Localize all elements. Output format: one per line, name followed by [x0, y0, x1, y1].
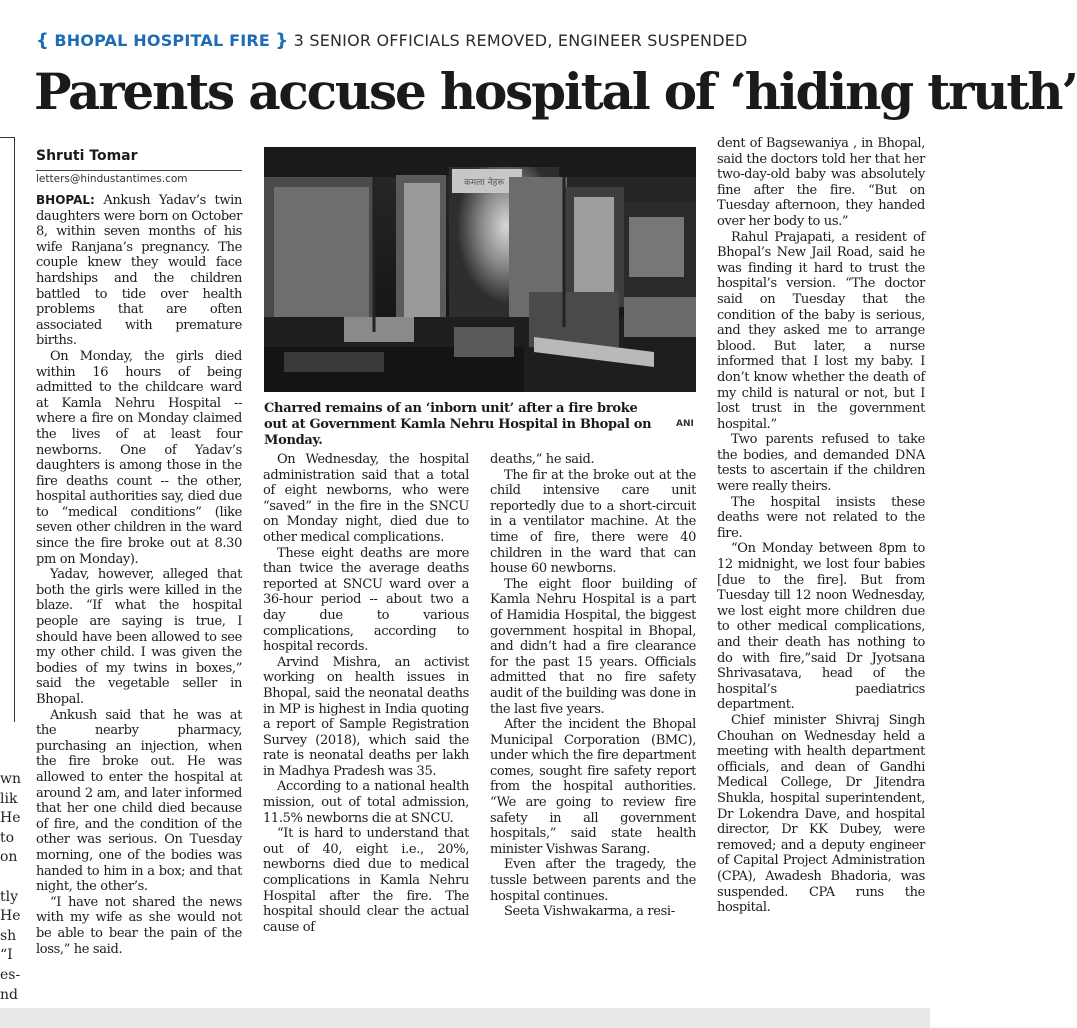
byline-email: letters@hindustantimes.com: [36, 173, 188, 185]
photo-caption: Charred remains of an ‘inborn unit’ after a fire broke out at Government Kamla Nehru Hospital in Bhopal on Monday.: [264, 401, 652, 448]
fragment-line: wn: [0, 771, 21, 787]
fragment-line: [0, 868, 18, 888]
paragraph-text: deaths,” he said.: [490, 452, 595, 467]
article-paragraph: [36, 349, 242, 567]
paragraph-text: The hospital insists these deaths were not related to the fire.: [717, 494, 925, 541]
article-paragraph: [36, 895, 242, 957]
article-paragraph: [263, 546, 469, 655]
paragraph-text: Two parents refused to take the bodies, and demanded DNA tests to ascertain if the children were really theirs.: [717, 432, 925, 495]
article-paragraph: [36, 567, 242, 707]
page-bottom-band: [0, 1008, 930, 1028]
article-paragraph: [717, 432, 925, 494]
paragraph-text: Arvind Mishra, an activist working on health issues in Bhopal, said the neonatal deaths in MP is highest in India quoting a report of Sample Registration Survey (2018), which said the rate is neonatal deaths per lakh in Madhya Pradesh was 35.: [263, 654, 469, 779]
article-paragraph: [490, 468, 696, 577]
article-paragraph: [263, 655, 469, 780]
article-paragraph: [717, 541, 925, 713]
article-paragraph: [490, 577, 696, 717]
paragraph-text: Chief minister Shivraj Singh Chouhan on Wednesday held a meeting with health department officials, and dean of Gandhi Medical College, Dr Jitendra Shukla, hospital superintendent, Dr Lokendra Dave, and hospital director, Dr KK Dubey, were removed; and a deputy engineer of Capital Project Administration (CPA), Awadesh Bhadoria, was suspended. CPA runs the hospital.: [717, 712, 925, 916]
article-paragraph: [717, 713, 925, 916]
paragraph-text: According to a national health mission, out of total admission, 11.5% newborns die at SNCU.: [263, 779, 469, 826]
paragraph-text: Seeta Vishwakarma, a resi-: [504, 904, 675, 920]
article-paragraph: [490, 452, 696, 468]
paragraph-text: dent of Bagsewaniya , in Bhopal, said the doctors told her that her two-day-old baby was absolutely fine after the fire. “But on Tuesday afternoon, they handed over her body to us.”: [717, 136, 925, 229]
article-paragraph: [36, 708, 242, 895]
paragraph-text: On Wednesday, the hospital administration said that a total of eight newborns, who were “saved” in the fire in the SNCU on Monday night, died due to other medical complications.: [263, 452, 469, 545]
kicker-topic: BHOPAL HOSPITAL FIRE: [54, 31, 271, 50]
fragment-line: He: [0, 810, 21, 827]
paragraph-text: These eight deaths are more than twice the average deaths reported at SNCU ward over a 36-hour period -- about two a day due to various complications, according to hospital records.: [263, 545, 469, 655]
fragment-line: sh: [0, 927, 17, 944]
article-paragraph: [717, 495, 925, 542]
fragment-line: nd: [0, 986, 18, 1003]
paragraph-text: The fir at the broke out at the child intensive care unit reportedly due to a short-circuit in a ventilator machine. At the time of fire, there were 40 children in the ward that can house 60 newborns.: [490, 467, 696, 577]
article-paragraph: [36, 193, 242, 349]
paragraph-text: “I have not shared the news with my wife as she would not be able to bear the pain of the loss,” he said.: [36, 894, 242, 957]
article-paragraph: [717, 136, 925, 230]
fragment-line: He: [0, 908, 21, 925]
article-paragraph: [263, 779, 469, 826]
fragment-line: tly: [0, 888, 19, 905]
adjacent-article-fragment: [0, 770, 21, 1005]
paragraph-text: “It is hard to understand that out of 40, eight i.e., 20%, newborns died due to medical complications in Kamla Nehru Hospital after the fire. The hospital should clear the actual cause of: [263, 826, 469, 935]
paragraph-text: The eight floor building of Kamla Nehru Hospital is a part of Hamidia Hospital, the biggest government hospital in Bhopal, and didn’t had a fire clearance for the past 15 years. Officials admitted that no fire safety audit of the building was done in the last five years.: [490, 576, 696, 717]
byline-author: Shruti Tomar: [36, 146, 242, 171]
fragment-line: “I: [0, 947, 13, 964]
article-paragraph: [490, 904, 696, 920]
fragment-line: lik: [0, 790, 18, 807]
article-column-1: [36, 193, 242, 973]
paragraph-text: Even after the tragedy, the tussle between parents and the hospital continues.: [490, 857, 696, 904]
article-paragraph: [717, 230, 925, 433]
article-column-4: [717, 136, 925, 976]
article-paragraph: [263, 452, 469, 546]
kicker-close-brace: }: [275, 30, 289, 51]
article-paragraph: [490, 857, 696, 904]
headline: Parents accuse hospital of ‘hiding truth’: [34, 62, 1077, 121]
paragraph-text: On Monday, the girls died within 16 hours of being admitted to the childcare ward at Kamla Nehru Hospital -- where a fire on Monday claimed the lives of at least four newborns. One of Yadav’s daughters is among those in the fire deaths count -- the other, hospital authorities say, died due to “medical conditions” (like seven other children in the ward since the fire broke out at 8.30 pm on Monday).: [36, 348, 242, 567]
fragment-line: es-: [0, 966, 21, 983]
kicker: [36, 30, 916, 51]
article-paragraph: [490, 717, 696, 857]
adjacent-article-border: [0, 137, 15, 722]
paragraph-text: After the incident the Bhopal Municipal Corporation (BMC), under which the fire department comes, sought fire safety report from the hospital authorities. “We are going to review fire safety in all government hospitals,” said state health minister Vishwas Sarang.: [490, 717, 696, 857]
photo-credit: ANI: [676, 419, 694, 429]
paragraph-text: Ankush Yadav’s twin daughters were born on October 8, within seven months of his wife Ranjana’s pregnancy. The couple knew they would face hardships and the children battled to tide over health problems that are often associated with premature births.: [36, 193, 242, 349]
article-column-2: [263, 452, 469, 972]
kicker-text: 3 SENIOR OFFICIALS REMOVED, ENGINEER SUSPENDED: [293, 31, 748, 50]
article-column-3: [490, 452, 696, 972]
paragraph-text: Ankush said that he was at the nearby pharmacy, purchasing an injection, when the fire broke out. He was allowed to enter the hospital at around 2 am, and later informed that her one child died because of fire, and the condition of the other was serious. On Tuesday morning, one of the bodies was handed to him in a box; and that night, the other’s.: [36, 707, 242, 895]
paragraph-text: “On Monday between 8pm to 12 midnight, we lost four babies [due to the fire]. But from Tuesday till 12 noon Wednesday, we lost eight more children due to other medical complications, and their death has nothing to do with fire,”said Dr Jyotsana Shrivasatava, head of the hospital’s paediatrics department.: [717, 541, 925, 713]
fragment-line: to: [0, 829, 15, 846]
paragraph-text: Yadav, however, alleged that both the girls were killed in the blaze. “If what the hospital people are saying is true, I should have been allowed to see my other child. I was given the bodies of my twins in boxes,” said the vegetable seller in Bhopal.: [36, 567, 242, 707]
dateline: BHOPAL:: [36, 193, 95, 207]
article-paragraph: [263, 826, 469, 935]
kicker-open-brace: {: [36, 30, 50, 51]
photo-sign-text: कमला नेहरू: [464, 178, 505, 188]
paragraph-text: Rahul Prajapati, a resident of Bhopal’s New Jail Road, said he was finding it hard to trust the hospital’s version. “The doctor said on Tuesday that the condition of the baby is serious, and they asked me to arrange blood. But later, a nurse informed that I lost my baby. I don’t know whether the death of my child is natural or not, but I lost trust in the government hospital.”: [717, 229, 925, 432]
news-photo: [264, 147, 696, 392]
charred-ward-photo: [264, 147, 696, 392]
fragment-line: on: [0, 849, 18, 866]
